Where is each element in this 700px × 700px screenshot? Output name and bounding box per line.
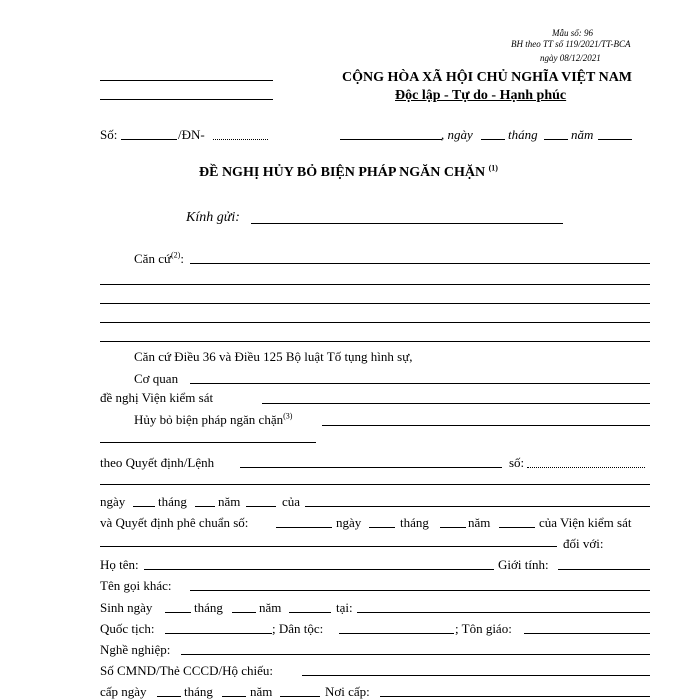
so-cmnd-blank[interactable] xyxy=(302,675,650,676)
de-nghi-vks-label: đề nghị Viện kiểm sát xyxy=(100,390,214,405)
quoc-tich-label: Quốc tịch: xyxy=(100,621,155,636)
dn-blank xyxy=(213,139,268,140)
can-cu-blank-1[interactable] xyxy=(190,263,650,264)
national-motto: Độc lập - Tự do - Hạnh phúc xyxy=(395,88,567,103)
theo-qd-so-blank[interactable] xyxy=(527,467,645,468)
can-cu-label: Căn cứ$^{(2)}$: xyxy=(134,250,184,266)
ten-goi-khac-label: Tên gọi khác: xyxy=(100,578,172,593)
law-basis-text: Căn cứ Điều 36 và Điều 125 Bộ luật Tố tụng hình sự, xyxy=(134,349,413,364)
sinh-nam-label: năm xyxy=(259,600,282,615)
form-issued-by: BH theo TT số 119/2021/TT-BCA xyxy=(511,39,631,49)
qd-phe-chuan-so-blank[interactable] xyxy=(276,527,332,528)
nghe-nghiep-blank[interactable] xyxy=(181,654,650,655)
qd-day-blank[interactable] xyxy=(133,506,155,507)
ho-ten-blank[interactable] xyxy=(144,569,494,570)
cap-ngay-label: cấp ngày xyxy=(100,684,147,699)
qd-cua-blank[interactable] xyxy=(305,506,650,507)
sinh-year-blank[interactable] xyxy=(289,612,331,613)
can-cu-blank-2[interactable] xyxy=(100,284,650,285)
sinh-tai-blank[interactable] xyxy=(357,612,650,613)
theo-qd-blank[interactable] xyxy=(240,467,502,468)
ho-ten-label: Họ tên: xyxy=(100,557,139,572)
cap-day-blank[interactable] xyxy=(157,696,181,697)
kinh-gui-label: Kính gửi: xyxy=(186,210,240,225)
huy-bo-blank-2[interactable] xyxy=(100,442,316,443)
cap-month-blank[interactable] xyxy=(222,696,246,697)
sinh-month-blank[interactable] xyxy=(232,612,256,613)
gioi-tinh-label: Giới tính: xyxy=(498,557,549,572)
huy-bo-blank-1[interactable] xyxy=(322,425,650,426)
vks-name-blank[interactable] xyxy=(100,546,557,547)
cua-vks-label: của Viện kiểm sát xyxy=(539,515,632,530)
co-quan-label: Cơ quan xyxy=(134,371,179,386)
dan-toc-label: ; Dân tộc: xyxy=(272,621,324,636)
blank-line-after-qd[interactable] xyxy=(100,484,650,485)
gioi-tinh-blank[interactable] xyxy=(558,569,650,570)
document-title: ĐỀ NGHỊ HỦY BỎ BIỆN PHÁP NGĂN CHẶN $^{(1)}$ xyxy=(199,163,498,180)
date-year-blank xyxy=(598,139,632,140)
huy-bo-label: Hủy bỏ biện pháp ngăn chặn$^{(3)}$ xyxy=(134,411,293,427)
cap-nam-label: năm xyxy=(250,684,273,699)
nghe-nghiep-label: Nghề nghiệp: xyxy=(100,642,171,657)
date-day-blank xyxy=(481,139,505,140)
so-blank xyxy=(121,139,177,140)
cap-year-blank[interactable] xyxy=(280,696,320,697)
sinh-thang-label: tháng xyxy=(194,600,223,615)
so-cmnd-label: Số CMND/Thẻ CCCD/Hộ chiếu: xyxy=(100,663,273,678)
ton-giao-blank[interactable] xyxy=(524,633,650,634)
qd-year-blank[interactable] xyxy=(246,506,276,507)
noi-cap-label: Nơi cấp: xyxy=(325,684,370,699)
can-cu-blank-4[interactable] xyxy=(100,322,650,323)
cap-thang-label: tháng xyxy=(184,684,213,699)
theo-qd-so-label: số: xyxy=(509,455,525,470)
sinh-ngay-label: Sinh ngày xyxy=(100,600,153,615)
doi-voi-label: đối với: xyxy=(563,536,604,551)
pc-thang-label: tháng xyxy=(400,515,429,530)
noi-cap-blank[interactable] xyxy=(380,696,650,697)
date-month-blank xyxy=(544,139,568,140)
place-blank xyxy=(340,139,442,140)
quoc-tich-blank[interactable] xyxy=(165,633,272,634)
qd-thang-label: tháng xyxy=(158,494,187,509)
qd-cua-label: của xyxy=(282,494,301,509)
qd-month-blank[interactable] xyxy=(195,506,215,507)
date-ngay-label: , ngày xyxy=(441,127,473,142)
date-thang-label: tháng xyxy=(508,127,538,142)
kinh-gui-blank[interactable] xyxy=(251,223,563,224)
ton-giao-label: ; Tôn giáo: xyxy=(455,621,512,636)
ten-goi-khac-blank[interactable] xyxy=(190,590,650,591)
qd-nam-label: năm xyxy=(218,494,241,509)
date-nam-label: năm xyxy=(571,127,594,142)
pc-day-blank[interactable] xyxy=(369,527,395,528)
co-quan-blank[interactable] xyxy=(190,383,650,384)
dan-toc-blank[interactable] xyxy=(339,633,454,634)
pc-month-blank[interactable] xyxy=(440,527,466,528)
sinh-day-blank[interactable] xyxy=(165,612,191,613)
pc-nam-label: năm xyxy=(468,515,491,530)
sinh-tai-label: tại: xyxy=(336,600,353,615)
dn-label: /ĐN- xyxy=(178,127,205,142)
pc-year-blank[interactable] xyxy=(499,527,535,528)
de-nghi-vks-blank[interactable] xyxy=(262,403,650,404)
qd-ngay-label: ngày xyxy=(100,494,126,509)
can-cu-blank-3[interactable] xyxy=(100,303,650,304)
so-label: Số: xyxy=(100,127,118,142)
theo-qd-label: theo Quyết định/Lệnh xyxy=(100,455,215,470)
agency-line-2 xyxy=(100,99,273,100)
country-name: CỘNG HÒA XÃ HỘI CHỦ NGHĨA VIỆT NAM xyxy=(342,70,633,85)
qd-phe-chuan-label: và Quyết định phê chuẩn số: xyxy=(100,515,249,530)
agency-line-1 xyxy=(100,80,273,81)
pc-ngay-label: ngày xyxy=(336,515,362,530)
form-issued-date: ngày 08/12/2021 xyxy=(540,53,601,63)
can-cu-blank-5[interactable] xyxy=(100,341,650,342)
form-number: Mẫu số: 96 xyxy=(552,28,593,38)
